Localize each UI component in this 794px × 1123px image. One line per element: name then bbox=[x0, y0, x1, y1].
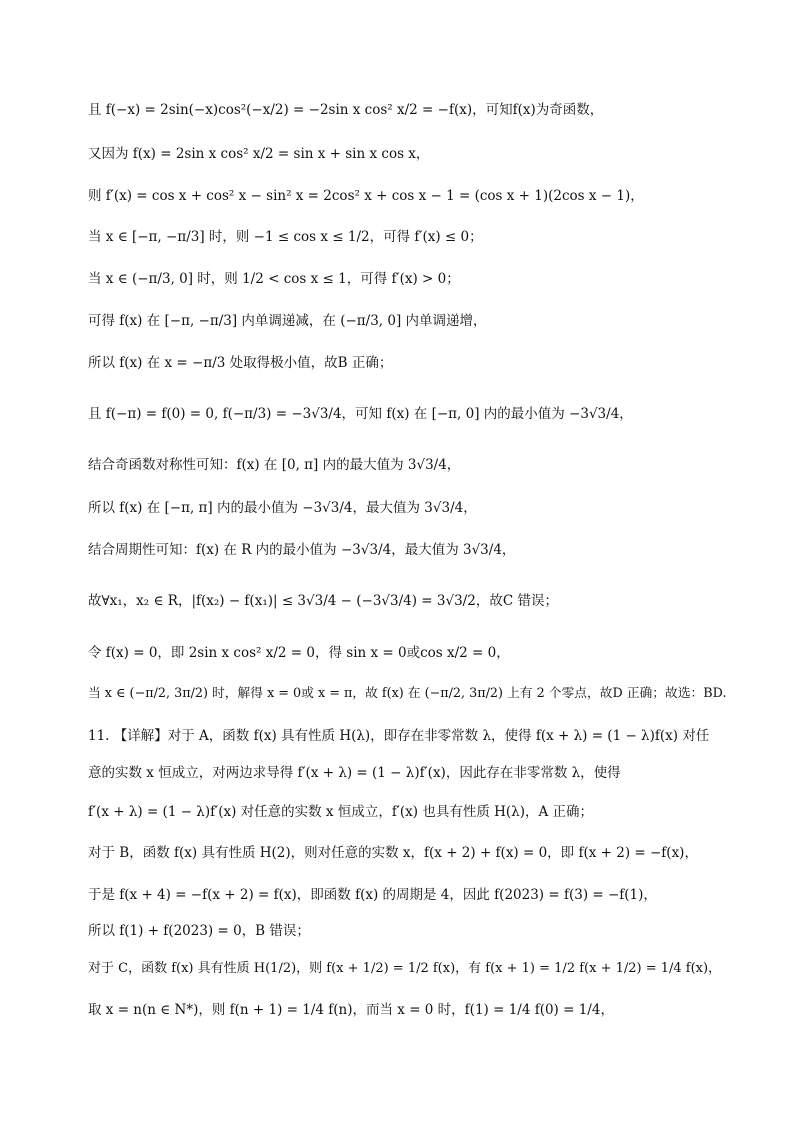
text-line: 取 x = n(n ∈ N*)，则 f(n + 1) = 1/4 f(n)，而当 x = 0 时，f(1) = 1/4 f(0) = 1/4， bbox=[88, 1002, 614, 1018]
text-line: 于是 f(x + 4) = −f(x + 2) = f(x)，即函数 f(x) 的周期是 4，因此 f(2023) = f(3) = −f(1)， bbox=[88, 887, 657, 903]
text-line: 故∀x₁，x₂ ∈ R，|f(x₂) − f(x₁)| ≤ 3√3/4 − (−3√3/4) = 3√3/2，故C 错误； bbox=[88, 593, 558, 609]
text-line: 当 x ∈ (−π/2, 3π/2) 时，解得 x = 0或 x = π，故 f(x) 在 (−π/2, 3π/2) 上有 2 个零点，故D 正确；故选：BD. bbox=[88, 686, 727, 701]
text-line: 且 f(−x) = 2sin(−x)cos²(−x/2) = −2sin x cos² x/2 = −f(x)，可知f(x)为奇函数， bbox=[88, 102, 604, 118]
text-line: 所以 f(1) + f(2023) = 0，B 错误； bbox=[88, 923, 310, 939]
text-line: 又因为 f(x) = 2sin x cos² x/2 = sin x + sin x cos x， bbox=[88, 146, 430, 162]
text-line: 则 f′(x) = cos x + cos² x − sin² x = 2cos² x + cos x − 1 = (cos x + 1)(2cos x − 1)， bbox=[88, 188, 644, 204]
text-line: 令 f(x) = 0，即 2sin x cos² x/2 = 0，得 sin x = 0或cos x/2 = 0， bbox=[88, 645, 510, 661]
text-line: 且 f(−π) = f(0) = 0, f(−π/3) = −3√3/4，可知 f(x) 在 [−π, 0] 内的最小值为 −3√3/4， bbox=[88, 406, 633, 422]
text-line: 当 x ∈ [−π, −π/3] 时，则 −1 ≤ cos x ≤ 1/2，可得 f′(x) ≤ 0； bbox=[88, 229, 483, 245]
text-line: 意的实数 x 恒成立，对两边求导得 f′(x + λ) = (1 − λ)f′(x)，因此存在非零常数 λ，使得 bbox=[88, 765, 621, 781]
text-line: 所以 f(x) 在 [−π, π] 内的最小值为 −3√3/4，最大值为 3√3/4， bbox=[88, 500, 477, 516]
text-line: 当 x ∈ (−π/3, 0] 时，则 1/2 < cos x ≤ 1，可得 f′(x) > 0； bbox=[88, 271, 460, 287]
text-line: 所以 f(x) 在 x = −π/3 处取得极小值，故B 正确； bbox=[88, 355, 393, 371]
text-line: 对于 C，函数 f(x) 具有性质 H(1/2)，则 f(x + 1/2) = 1/2 f(x)，有 f(x + 1) = 1/2 f(x + 1/2) = 1/4 f(x)， bbox=[88, 961, 722, 976]
text-line: f′(x + λ) = (1 − λ)f′(x) 对任意的实数 x 恒成立，f′(x) 也具有性质 H(λ)，A 正确； bbox=[88, 804, 594, 820]
text-line: 对于 B，函数 f(x) 具有性质 H(2)，则对任意的实数 x，f(x + 2) + f(x) = 0，即 f(x + 2) = −f(x)， bbox=[88, 845, 698, 861]
text-line: 11. 【详解】对于 A，函数 f(x) 具有性质 H(λ)，即存在非零常数 λ，使得 f(x + λ) = (1 − λ)f(x) 对任 bbox=[88, 728, 710, 744]
text-line: 结合周期性可知：f(x) 在 R 内的最小值为 −3√3/4，最大值为 3√3/4， bbox=[88, 542, 516, 558]
text-line: 结合奇函数对称性可知：f(x) 在 [0, π] 内的最大值为 3√3/4， bbox=[88, 457, 461, 473]
text-line: 可得 f(x) 在 [−π, −π/3] 内单调递减，在 (−π/3, 0] 内单调递增， bbox=[88, 313, 487, 329]
